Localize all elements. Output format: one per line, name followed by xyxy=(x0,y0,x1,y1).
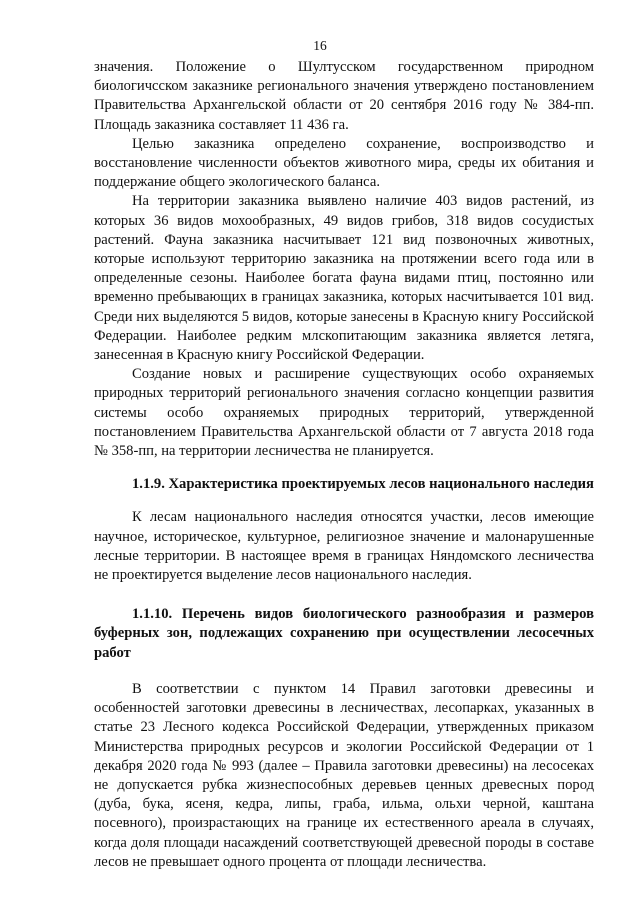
section-heading-1-1-10: 1.1.10. Перечень видов биологического разнообразия и размеров буферных зон, подлежащих сохранению при осуществлении лесосечных работ xyxy=(94,606,594,661)
section-heading-1-1-9: 1.1.9. Характеристика проектируемых лесов национального наследия xyxy=(132,476,594,493)
paragraph-zakaznik-status: значения. Положение о Шултусском государственном природном биологичсском заказнике регионального значения утверждено постановлением Правительства Архангельской области от 20 сентября 2016 году № 384-пп. Площадь заказника составляет 11 436 га. xyxy=(94,59,594,133)
paragraph-protected-areas-plan: Создание новых и расширение существующих особо охраняемых природных территорий регионального значения согласно концепции развития системы особо охраняемых природных территорий, утвержденной постановлением Правительства Архангельской области от 7 августа 2018 года № 358-пп, на территории лесничества не планируется. xyxy=(94,366,594,460)
paragraph-national-heritage-forests: К лесам национального наследия относятся участки, лесов имеющие научное, историческое, культурное, религиозное значение и малонарушенные лесные территории. В настоящее время в границах Няндомского лесничества не проектируется выделение лесов национального наследия. xyxy=(94,509,594,584)
paragraph-zakaznik-biodiversity: На территории заказника выявлено наличие 403 видов растений, из которых 36 видов мохообразных, 49 видов грибов, 318 видов сосудистых растений. Фауна заказника насчитывает 121 вид позвоночных животных, которые используют территорию заказника на протяжении всего года или в определенные сезоны. Наиболее богата фауна видами птиц, постоянно или временно пребывающих в границах заказника, которых насчитывается 101 вид. Среди них выделяются 5 видов, которые занесены в Красную книгу Российской Федерации. Наиболее редким млскопитающим заказника является летяга, занесенная в Красную книгу Российской Федерации. xyxy=(94,193,594,364)
document-body xyxy=(94,58,594,872)
paragraph-zakaznik-goal: Целью заказника определено сохранение, воспроизводство и восстановление численности объектов животного мира, среды их обитания и поддержание общего экологического баланса. xyxy=(94,135,594,191)
page-number: 16 xyxy=(313,38,327,53)
paragraph-logging-rules: В соответствии с пунктом 14 Правил заготовки древесины и особенностей заготовки древесины в лесничествах, лесопарках, указанных в статье 23 Лесного кодекса Российской Федерации, утвержденных приказом Министерства природных ресурсов и экологии Российской Федерации от 1 декабря 2020 года № 993 (далее – Правила заготовки древесины) на лесосеках не допускается рубка жизнеспособных деревьев ценных древесных пород (дуба, бука, ясеня, кедра, липы, граба, ильма, ольхи черной, каштана посевного), произрастающих на границе их естественного ареала в случаях, когда доля площади насаждений соответствующей древесной породы в составе лесов не превышает одного процента от площади лесничества. xyxy=(94,680,594,870)
